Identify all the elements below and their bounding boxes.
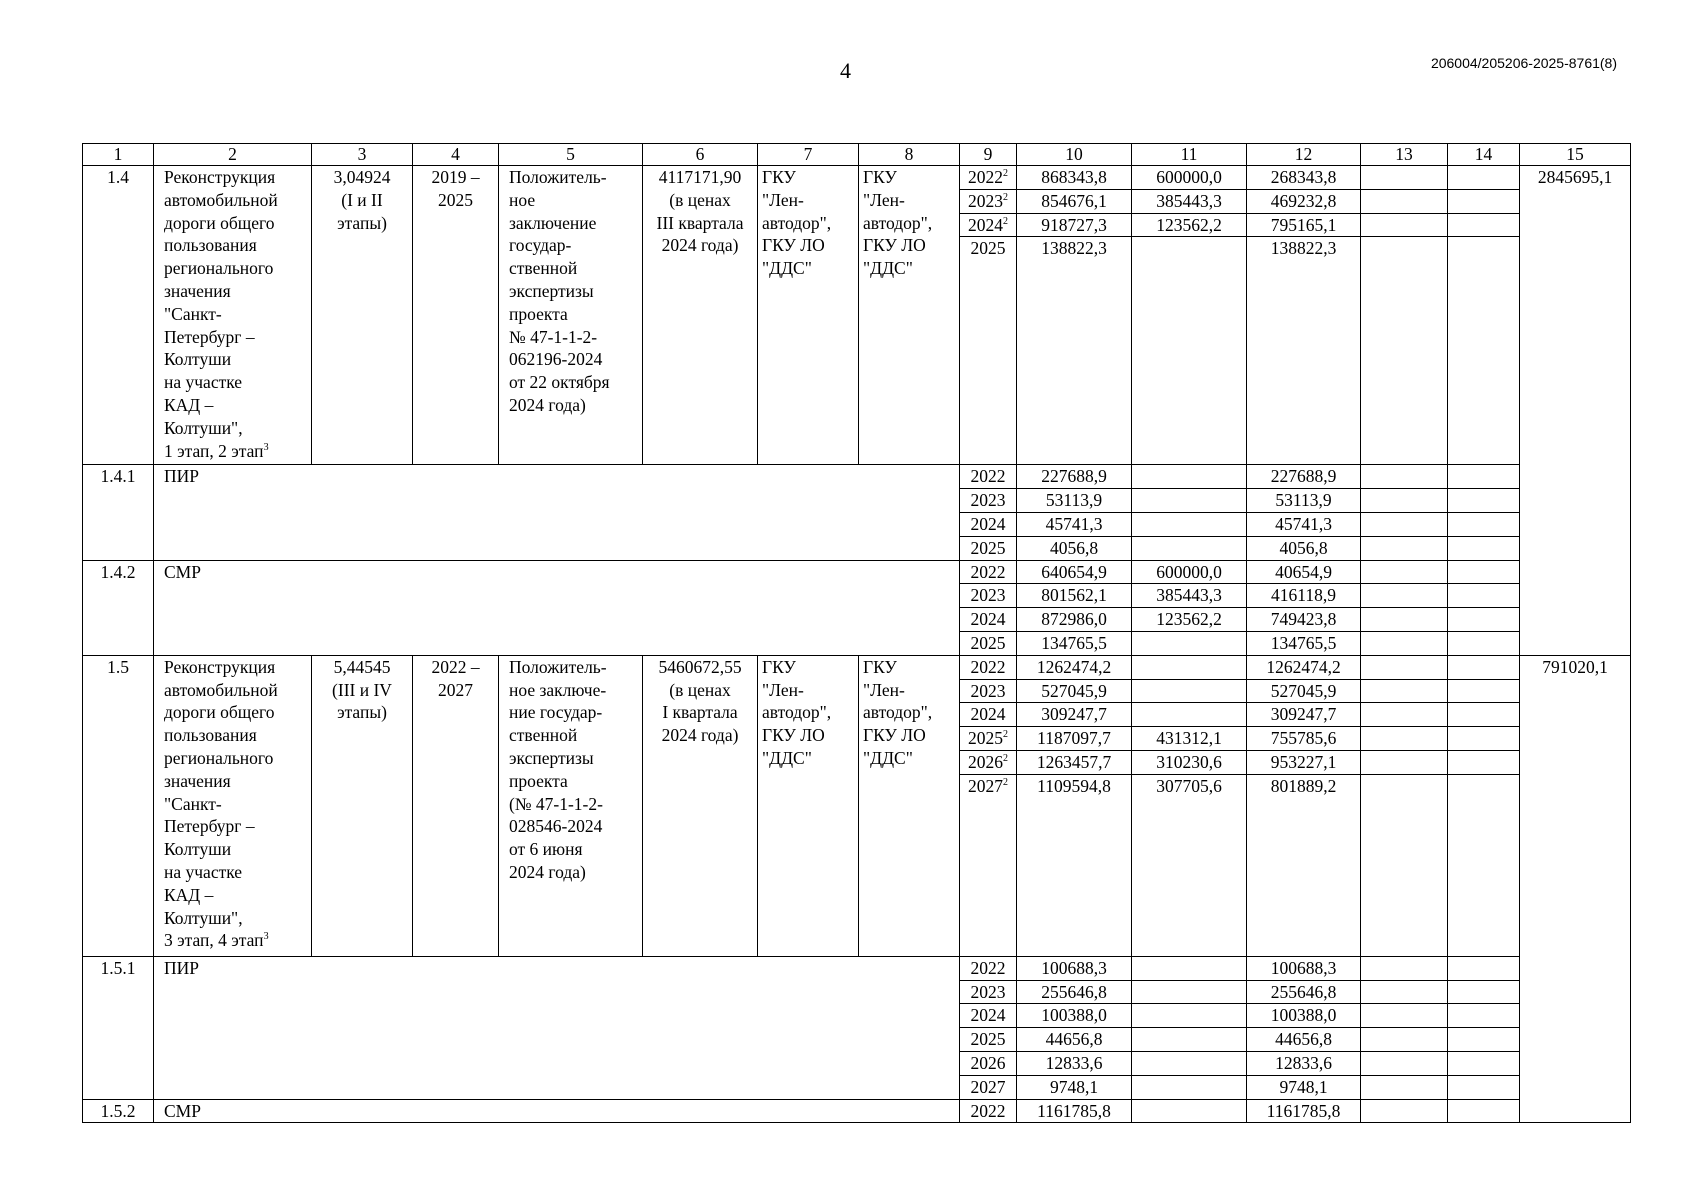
- amount-total: 138822,3: [1017, 237, 1132, 465]
- amount-regional: 268343,8: [1247, 166, 1361, 190]
- amount-total: 1187097,7: [1017, 727, 1132, 751]
- year-cell: [960, 489, 1017, 513]
- amount-federal: 600000,0: [1132, 166, 1247, 190]
- amount-federal: [1132, 655, 1247, 679]
- year-value: 2025: [970, 632, 1006, 653]
- amount-col14: [1448, 536, 1520, 560]
- amount-federal: [1132, 465, 1247, 489]
- amount-total: 100688,3: [1017, 956, 1132, 980]
- item-number: 1.5.2: [83, 1099, 154, 1123]
- program-table: [82, 143, 1631, 1123]
- amount-col13: [1361, 189, 1448, 213]
- amount-federal: 385443,3: [1132, 189, 1247, 213]
- amount-col14: [1448, 237, 1520, 465]
- expertise-conclusion: Положитель- ное заключе- ние государ- ственной экспертизы проекта (№ 47-1-1-2- 028546-2024 от 6 июня 2024 года): [499, 655, 643, 956]
- amount-federal: [1132, 1004, 1247, 1028]
- amount-col14: [1448, 489, 1520, 513]
- amount-federal: [1132, 1028, 1247, 1052]
- amount-regional: 255646,8: [1247, 980, 1361, 1004]
- item-number: 1.4.1: [83, 465, 154, 560]
- column-number: 1: [83, 144, 154, 166]
- year-cell: [960, 189, 1017, 213]
- column-number: 5: [499, 144, 643, 166]
- amount-total: 1161785,8: [1017, 1099, 1132, 1123]
- amount-col13: [1361, 237, 1448, 465]
- year-cell: [960, 703, 1017, 727]
- amount-regional: 755785,6: [1247, 727, 1361, 751]
- item-number: 1.5: [83, 655, 154, 956]
- amount-federal: 310230,6: [1132, 750, 1247, 774]
- amount-col14: [1448, 727, 1520, 751]
- amount-total: 309247,7: [1017, 703, 1132, 727]
- amount-col13: [1361, 560, 1448, 584]
- amount-col14: [1448, 1099, 1520, 1123]
- year-cell: [960, 631, 1017, 655]
- customer: ГКУ "Лен- автодор", ГКУ ЛО "ДДС": [758, 166, 859, 465]
- amount-regional: 134765,5: [1247, 631, 1361, 655]
- amount-federal: [1132, 1051, 1247, 1075]
- subitem-row: [83, 956, 1631, 980]
- amount-regional: 953227,1: [1247, 750, 1361, 774]
- year-cell: [960, 1028, 1017, 1052]
- year-value: 2026: [968, 751, 1003, 772]
- amount-col13: [1361, 213, 1448, 237]
- developer: ГКУ "Лен- автодор", ГКУ ЛО "ДДС": [859, 655, 960, 956]
- item-number: 1.5.1: [83, 956, 154, 1099]
- amount-total: 4056,8: [1017, 536, 1132, 560]
- amount-total: 134765,5: [1017, 631, 1132, 655]
- amount-col13: [1361, 608, 1448, 632]
- amount-total: 1263457,7: [1017, 750, 1132, 774]
- amount-col13: [1361, 980, 1448, 1004]
- column-number: 15: [1520, 144, 1631, 166]
- amount-regional: 9748,1: [1247, 1075, 1361, 1099]
- column-number: 3: [312, 144, 413, 166]
- implementation-period: 2019 – 2025: [413, 166, 499, 465]
- footnote-mark: 3: [263, 931, 269, 943]
- amount-col14: [1448, 980, 1520, 1004]
- amount-regional: 4056,8: [1247, 536, 1361, 560]
- amount-col13: [1361, 679, 1448, 703]
- amount-total: 854676,1: [1017, 189, 1132, 213]
- amount-col14: [1448, 512, 1520, 536]
- column-number: 12: [1247, 144, 1361, 166]
- amount-col13: [1361, 703, 1448, 727]
- column-number: 2: [154, 144, 312, 166]
- amount-total: 868343,8: [1017, 166, 1132, 190]
- implementation-period: 2022 – 2027: [413, 655, 499, 956]
- year-value: 2023: [970, 981, 1006, 1002]
- year-value: 2027: [968, 775, 1003, 796]
- amount-federal: 600000,0: [1132, 560, 1247, 584]
- amount-federal: 431312,1: [1132, 727, 1247, 751]
- project-name-text: Реконструкция автомобильной дороги общего пользования регионального значения "Санкт- Петербург – Колтуши на участке КАД – Колтуши", 3 этап, 4 этап: [164, 656, 278, 951]
- amount-federal: [1132, 703, 1247, 727]
- year-cell: [960, 655, 1017, 679]
- amount-federal: 123562,2: [1132, 608, 1247, 632]
- work-type: ПИР: [154, 956, 960, 1099]
- estimated-cost: 4117171,90 (в ценах III квартала 2024 года): [643, 166, 758, 465]
- amount-col14: [1448, 703, 1520, 727]
- year-cell: [960, 560, 1017, 584]
- footnote-mark: 2: [1003, 191, 1008, 203]
- year-value: 2022: [970, 561, 1006, 582]
- amount-col13: [1361, 584, 1448, 608]
- amount-col14: [1448, 465, 1520, 489]
- column-number-row: [83, 144, 1631, 166]
- amount-col14: [1448, 956, 1520, 980]
- amount-federal: [1132, 980, 1247, 1004]
- amount-regional: 40654,9: [1247, 560, 1361, 584]
- subitem-row: [83, 1099, 1631, 1123]
- column-number: 14: [1448, 144, 1520, 166]
- amount-col14: [1448, 189, 1520, 213]
- year-cell: [960, 608, 1017, 632]
- amount-regional: 416118,9: [1247, 584, 1361, 608]
- work-type: СМР: [154, 560, 960, 655]
- year-value: 2026: [970, 1052, 1006, 1073]
- column-number: 13: [1361, 144, 1448, 166]
- document-id: 206004/205206-2025-8761(8): [1430, 55, 1617, 71]
- amount-federal: [1132, 631, 1247, 655]
- amount-regional: 801889,2: [1247, 774, 1361, 956]
- footnote-mark: 3: [263, 441, 269, 453]
- amount-federal: [1132, 956, 1247, 980]
- footnote-mark: 2: [1003, 776, 1008, 788]
- amount-col14: [1448, 631, 1520, 655]
- column-number: 9: [960, 144, 1017, 166]
- amount-col14: [1448, 166, 1520, 190]
- year-cell: [960, 774, 1017, 956]
- amount-regional: 309247,7: [1247, 703, 1361, 727]
- footnote-mark: 2: [1003, 168, 1008, 180]
- year-value: 2023: [970, 680, 1006, 701]
- footnote-mark: 2: [1003, 753, 1008, 765]
- amount-total: 918727,3: [1017, 213, 1132, 237]
- year-cell: [960, 1051, 1017, 1075]
- year-cell: [960, 166, 1017, 190]
- amount-regional: 100688,3: [1247, 956, 1361, 980]
- column-number: 4: [413, 144, 499, 166]
- subitem-row: [83, 560, 1631, 584]
- year-value: 2023: [970, 585, 1006, 606]
- year-cell: [960, 750, 1017, 774]
- amount-total: 255646,8: [1017, 980, 1132, 1004]
- customer: ГКУ "Лен- автодор", ГКУ ЛО "ДДС": [758, 655, 859, 956]
- total-remaining: 2845695,1: [1520, 166, 1631, 656]
- year-cell: [960, 465, 1017, 489]
- amount-col13: [1361, 750, 1448, 774]
- amount-col13: [1361, 166, 1448, 190]
- column-number: 10: [1017, 144, 1132, 166]
- year-value: 2022: [970, 957, 1006, 978]
- year-value: 2022: [970, 466, 1006, 487]
- amount-col14: [1448, 655, 1520, 679]
- year-value: 2023: [970, 490, 1006, 511]
- developer: ГКУ "Лен- автодор", ГКУ ЛО "ДДС": [859, 166, 960, 465]
- column-number: 7: [758, 144, 859, 166]
- amount-regional: 227688,9: [1247, 465, 1361, 489]
- amount-federal: [1132, 237, 1247, 465]
- year-cell: [960, 584, 1017, 608]
- amount-total: 12833,6: [1017, 1051, 1132, 1075]
- amount-federal: [1132, 1099, 1247, 1123]
- amount-regional: 527045,9: [1247, 679, 1361, 703]
- expertise-conclusion: Положитель- ное заключение государ- ственной экспертизы проекта № 47-1-1-2- 062196-2024 от 22 октября 2024 года): [499, 166, 643, 465]
- amount-col13: [1361, 489, 1448, 513]
- amount-col13: [1361, 536, 1448, 560]
- amount-col14: [1448, 1028, 1520, 1052]
- year-value: 2025: [970, 238, 1006, 259]
- year-value: 2024: [970, 1005, 1006, 1026]
- year-value: 2022: [970, 656, 1006, 677]
- amount-regional: 469232,8: [1247, 189, 1361, 213]
- amount-total: 872986,0: [1017, 608, 1132, 632]
- amount-col14: [1448, 584, 1520, 608]
- year-value: 2023: [968, 190, 1003, 211]
- year-value: 2024: [970, 513, 1006, 534]
- year-value: 2022: [968, 167, 1003, 187]
- year-cell: [960, 1004, 1017, 1028]
- amount-col13: [1361, 1099, 1448, 1123]
- amount-total: 44656,8: [1017, 1028, 1132, 1052]
- year-cell: [960, 213, 1017, 237]
- year-value: 2025: [968, 728, 1003, 749]
- amount-regional: 795165,1: [1247, 213, 1361, 237]
- project-row: [83, 166, 1631, 190]
- year-value: 2025: [970, 1029, 1006, 1050]
- footnote-mark: 2: [1003, 215, 1008, 227]
- amount-regional: 45741,3: [1247, 512, 1361, 536]
- amount-col13: [1361, 465, 1448, 489]
- amount-col13: [1361, 1028, 1448, 1052]
- year-cell: [960, 512, 1017, 536]
- amount-regional: 100388,0: [1247, 1004, 1361, 1028]
- amount-federal: [1132, 512, 1247, 536]
- year-cell: [960, 536, 1017, 560]
- amount-col14: [1448, 1075, 1520, 1099]
- item-number: 1.4.2: [83, 560, 154, 655]
- year-value: 2024: [970, 704, 1006, 725]
- amount-regional: 1262474,2: [1247, 655, 1361, 679]
- footnote-mark: 2: [1003, 729, 1008, 741]
- year-cell: [960, 980, 1017, 1004]
- column-number: 6: [643, 144, 758, 166]
- amount-total: 640654,9: [1017, 560, 1132, 584]
- amount-col14: [1448, 1004, 1520, 1028]
- year-value: 2027: [970, 1076, 1006, 1097]
- amount-col13: [1361, 774, 1448, 956]
- column-number: 8: [859, 144, 960, 166]
- work-type: СМР: [154, 1099, 960, 1123]
- amount-total: 227688,9: [1017, 465, 1132, 489]
- amount-total: 1262474,2: [1017, 655, 1132, 679]
- project-name: [154, 655, 312, 956]
- column-number: 11: [1132, 144, 1247, 166]
- amount-col13: [1361, 1004, 1448, 1028]
- amount-total: 53113,9: [1017, 489, 1132, 513]
- year-value: 2024: [968, 214, 1003, 235]
- year-cell: [960, 679, 1017, 703]
- amount-total: 45741,3: [1017, 512, 1132, 536]
- amount-col14: [1448, 608, 1520, 632]
- amount-col14: [1448, 560, 1520, 584]
- page-number: 4: [840, 58, 851, 83]
- year-cell: [960, 1099, 1017, 1123]
- amount-col13: [1361, 512, 1448, 536]
- amount-col13: [1361, 727, 1448, 751]
- amount-total: 527045,9: [1017, 679, 1132, 703]
- road-length: 5,44545 (III и IV этапы): [312, 655, 413, 956]
- estimated-cost: 5460672,55 (в ценах I квартала 2024 года): [643, 655, 758, 956]
- item-number: 1.4: [83, 166, 154, 465]
- year-cell: [960, 727, 1017, 751]
- amount-regional: 53113,9: [1247, 489, 1361, 513]
- amount-col14: [1448, 774, 1520, 956]
- amount-total: 1109594,8: [1017, 774, 1132, 956]
- year-cell: [960, 956, 1017, 980]
- amount-federal: 123562,2: [1132, 213, 1247, 237]
- amount-col14: [1448, 679, 1520, 703]
- amount-federal: [1132, 536, 1247, 560]
- amount-federal: 385443,3: [1132, 584, 1247, 608]
- amount-federal: [1132, 489, 1247, 513]
- amount-regional: 12833,6: [1247, 1051, 1361, 1075]
- amount-federal: 307705,6: [1132, 774, 1247, 956]
- amount-total: 801562,1: [1017, 584, 1132, 608]
- project-name: [154, 166, 312, 465]
- work-type: ПИР: [154, 465, 960, 560]
- amount-total: 9748,1: [1017, 1075, 1132, 1099]
- amount-col14: [1448, 213, 1520, 237]
- amount-regional: 138822,3: [1247, 237, 1361, 465]
- amount-col13: [1361, 631, 1448, 655]
- total-remaining: 791020,1: [1520, 655, 1631, 1123]
- year-cell: [960, 1075, 1017, 1099]
- amount-col13: [1361, 1075, 1448, 1099]
- project-name-text: Реконструкция автомобильной дороги общего пользования регионального значения "Санкт- Петербург – Колтуши на участке КАД – Колтуши", 1 этап, 2 этап: [164, 167, 278, 461]
- year-value: 2024: [970, 609, 1006, 630]
- subitem-row: [83, 465, 1631, 489]
- road-length: 3,04924 (I и II этапы): [312, 166, 413, 465]
- amount-regional: 44656,8: [1247, 1028, 1361, 1052]
- year-value: 2025: [970, 537, 1006, 558]
- project-row: [83, 655, 1631, 679]
- amount-federal: [1132, 679, 1247, 703]
- amount-col14: [1448, 750, 1520, 774]
- amount-total: 100388,0: [1017, 1004, 1132, 1028]
- amount-col13: [1361, 1051, 1448, 1075]
- amount-col13: [1361, 655, 1448, 679]
- amount-federal: [1132, 1075, 1247, 1099]
- amount-col14: [1448, 1051, 1520, 1075]
- amount-regional: 1161785,8: [1247, 1099, 1361, 1123]
- year-value: 2022: [970, 1100, 1006, 1121]
- amount-regional: 749423,8: [1247, 608, 1361, 632]
- year-cell: [960, 237, 1017, 465]
- amount-col13: [1361, 956, 1448, 980]
